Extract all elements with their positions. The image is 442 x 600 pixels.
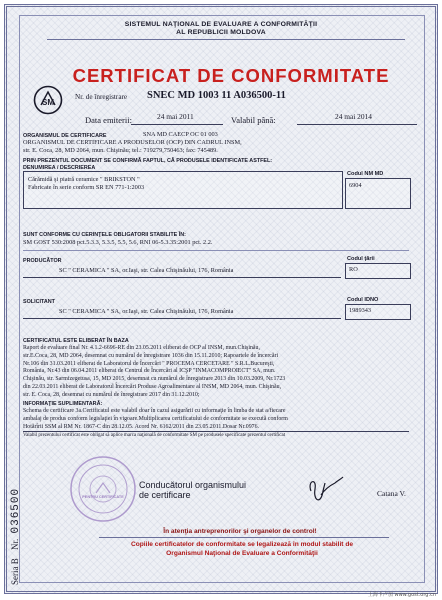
notice-line-3: Organismul Naţional de Evaluare a Conformităţii	[166, 550, 318, 557]
series-label: Seria B	[10, 558, 20, 585]
product-heading-1: PRIN PREZENTUL DOCUMENT SE CONFIRMĂ FAPTUL, CĂ PRODUSELE IDENTIFICATE ASTFEL:	[23, 158, 273, 164]
producer-address: SC " CERAMICA " SA, or.Iaşi, str. Calea Chişinăului, 176, România	[59, 267, 234, 274]
idno-value: 1989343	[349, 307, 372, 314]
signature-icon	[297, 471, 347, 511]
country-code-label: Codul ţării	[347, 256, 375, 262]
product-box	[23, 171, 343, 209]
valid-until-value: 24 mai 2014	[335, 112, 372, 121]
stamp-text: PENTRU CERTIFICATE	[82, 495, 124, 499]
basis-line: str.E.Coca, 28, MD 2064, desemnat cu numărul de înregistrare 1036 din 15.11.2010; Rapoartele de încercări	[23, 352, 279, 359]
nm-code-label: Codul NM MD	[347, 171, 384, 177]
info-line: ambalaj de produs conform legislaţiei în vigoare.Multiplicarea certificatului de conformitate se execută conform	[23, 415, 288, 422]
watermark: 上海卡卢加 www.gost.org.cn	[367, 592, 436, 598]
registration-number: SNEC MD 1003 11 A036500-11	[147, 90, 286, 101]
product-line-1: Cărămidă şi piatră ceramice " BRIKSTON "	[28, 176, 140, 183]
body-line-2: str. E. Coca, 28, MD 2064, mun. Chişinău; tel.: 719279,750463; fax: 745489.	[23, 147, 218, 154]
applicant-heading: SOLICITANT	[23, 299, 55, 305]
basis-line: din 22.03.2011 eliberat de Laboratorul Încercări Produse Agroalimentare al INSM, MD 2064, mun. Chişinău,	[23, 383, 282, 390]
basis-line: Raport de evaluare final Nr. 4.1.2-6696-RE din 23.05.2011 eliberat de OCP al INSM, mun.Chişinău,	[23, 345, 260, 351]
registration-label: Nr. de înregistrare	[75, 93, 128, 101]
series-block	[9, 473, 27, 591]
notice-line-1: În atenţia antreprenorilor şi organelor de control!	[163, 528, 317, 535]
certificate-sheet	[4, 4, 438, 594]
issue-date-rule	[131, 124, 223, 125]
head-label-1: Conducătorul organismului	[139, 480, 247, 490]
body-line-1: ORGANISMUL DE CERTIFICARE A PRODUSELOR (OCP) DIN CADRUL INSM,	[23, 139, 242, 146]
head-label-2: de certificare	[139, 490, 191, 500]
idno-box	[345, 304, 411, 320]
valid-until-rule	[297, 124, 417, 125]
producer-rule	[23, 277, 341, 278]
basis-line: România, Nr.43 din 06.04.2011 eliberat de Centrul de Încercări al ICŞP "INMACOMPROIECT" SA, mun.	[23, 368, 276, 375]
signer-name: Catana V.	[377, 489, 406, 498]
valid-until-label: Valabil până:	[231, 115, 276, 125]
conformity-heading: SUNT CONFORME CU CERINŢELE OBLIGATORII STABILITE ÎN:	[23, 232, 186, 238]
basis-heading: CERTIFICATUL ESTE ELIBERAT ÎN BAZA	[23, 338, 129, 344]
nm-code-value: 6904	[349, 182, 362, 189]
issue-date-label: Data emiterii:	[85, 115, 132, 125]
conformity-rule	[23, 250, 409, 251]
body-accreditation: SNA MD CAECP OC 01 003	[143, 131, 218, 138]
info-text	[23, 408, 415, 431]
logo-text: SM	[42, 98, 54, 107]
applicant-rule	[23, 318, 341, 319]
series-no-label: Nr.	[10, 538, 20, 550]
round-stamp-icon	[69, 455, 137, 523]
conformity-text: SM GOST 530:2008 pct.5.3.3, 5.3.5, 5.5, 5.6, RNI 06-5.3.35:2001 pct. 2.2.	[23, 239, 213, 246]
nm-code-box	[345, 178, 411, 209]
basis-line: Chişinău, str. Sarmizegetusa, 15, MD 2015, desemnat cu numărul de înregistrare 2013 din 10.03.2009, Nr.1723	[23, 376, 286, 383]
producer-heading: PRODUCĂTOR	[23, 258, 62, 264]
issue-date-value: 24 mai 2011	[157, 112, 194, 121]
applicant-address: SC " CERAMICA " SA, or.Iaşi, str. Calea Chişinăului, 176, România	[59, 308, 234, 315]
notice-rule	[99, 537, 389, 538]
header-rule	[47, 39, 405, 40]
product-heading-2: DENUMIREA / DESCRIEREA	[23, 165, 96, 171]
info-line: Hotărîrii SSM al RM Nr. 1867-C din 28.12.05. Acord Nr. 6162/2011 din 23.05.2011.Dosar Nr.0976.	[23, 423, 259, 430]
info-heading: INFORMAŢIE SUPLIMENTARĂ:	[23, 401, 103, 407]
header-line-2: AL REPUBLICII MOLDOVA	[176, 29, 266, 36]
country-code-box	[345, 263, 411, 279]
notice-line-2: Copiile certificatelor de conformitate se legalizează în modul stabilit de	[130, 541, 354, 548]
series-number: 036500	[10, 487, 22, 534]
validity-note: Valabil prezentului certificat este obligat să aplice marca naţională de conformitate SM pe produsele specificate prezentul certificat	[23, 433, 286, 438]
basis-text	[23, 345, 415, 400]
product-line-2: Fabricate în serie conform SR EN 771-1:2003	[28, 184, 145, 191]
country-code-value: RO	[349, 266, 358, 273]
basis-line: str. E. Coca, 28, desemnat cu numărul de înregistrare 2017 din 31.12.2010;	[23, 391, 200, 398]
idno-label: Codul IDNO	[347, 297, 379, 303]
certificate-title: CERTIFICAT DE CONFORMITATE	[72, 65, 390, 86]
info-line: Schema de certificare 3a.Certificatul este valabil doar în cazul asigurării cu informaţie în limba de stat a/fiecare	[23, 408, 286, 414]
sm-logo-icon	[33, 85, 63, 115]
basis-line: Nr.106 din 31.03.2011 eliberat de Laboratorul de Încercări " PROCEMA CERCETARE " S.R.L.Bucureşti,	[23, 360, 275, 367]
body-label: ORGANISMUL DE CERTIFICARE	[23, 133, 107, 139]
footer-rule	[23, 431, 409, 432]
series-vertical	[10, 465, 22, 585]
header-line-1: SISTEMUL NAŢIONAL DE EVALUARE A CONFORMITĂŢII	[124, 21, 318, 28]
